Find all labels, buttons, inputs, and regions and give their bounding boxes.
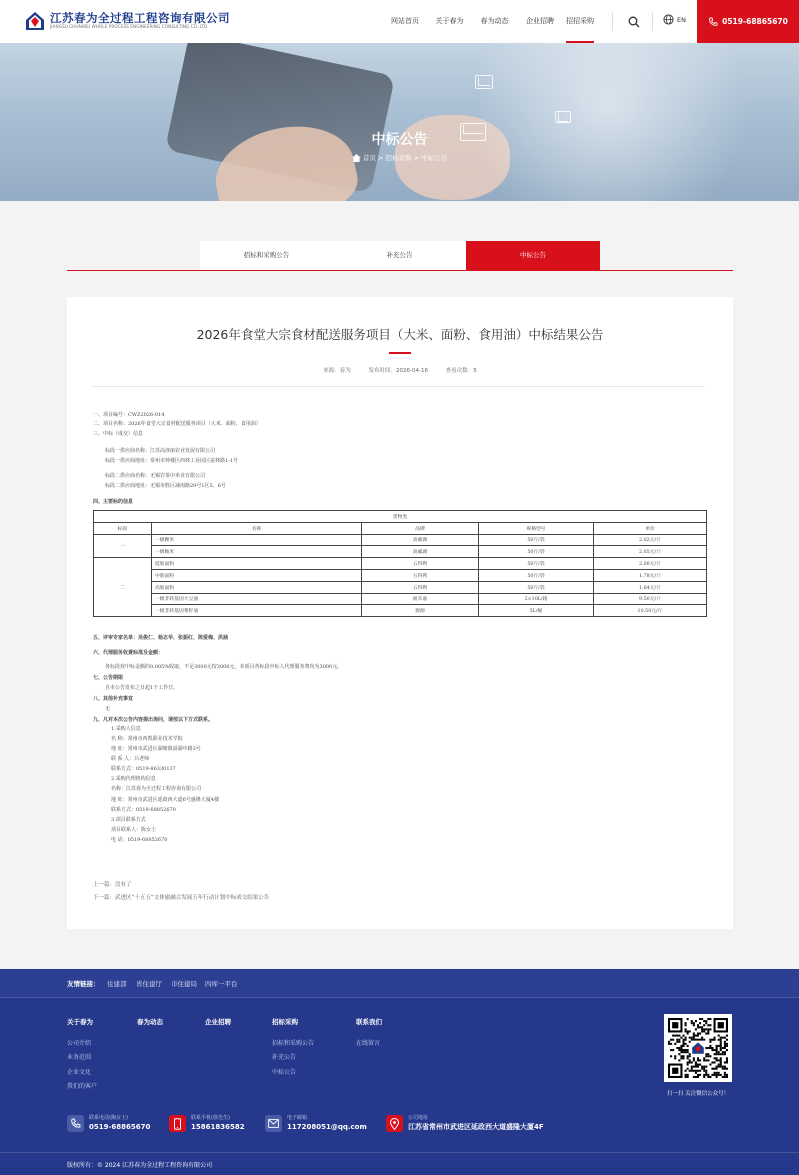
article-meta [67, 366, 733, 374]
table-cell: 50斤/袋 [479, 546, 594, 558]
table-header-cell: 规格型号 [479, 522, 594, 534]
table-cell: 50斤/袋 [479, 581, 594, 593]
table-cell: 高筋面粉 [152, 581, 362, 593]
table-cell: 一级籼米 [152, 546, 362, 558]
globe-icon [663, 14, 674, 25]
footer-col-title[interactable]: 企业招聘 [205, 1018, 231, 1026]
supplier-address: 标段二供应商地址：无锡市胜区减南路29号1区5、6号 [105, 483, 226, 489]
body-line: 各标段按中标金额的0.005%收取，不足3000元按3000元，本项目各标段中标人代理服务费均为3000元。 [105, 664, 343, 670]
table-cell: 50斤/袋 [479, 558, 594, 570]
friend-link[interactable]: 住建部 [107, 980, 127, 988]
table-cell: 一级粳米 [152, 534, 362, 546]
contact-value: 江苏省常州市武进区延政西大道盛隆大厦4F [408, 1123, 544, 1131]
contact-address[interactable] [386, 1115, 544, 1132]
qr-code-icon [668, 1018, 728, 1078]
footer-col-title[interactable]: 招标采购 [272, 1018, 298, 1026]
divider [0, 1152, 799, 1153]
table-cell: 中筋面粉 [152, 569, 362, 581]
footer-link[interactable]: 我们的客户 [67, 1083, 98, 1090]
footer-col-title[interactable]: 关于春为 [67, 1018, 93, 1026]
tab-award-announcement[interactable]: 中标公告 [466, 241, 600, 270]
table-cell: 低筋面粉 [152, 558, 362, 570]
article-title: 2026年食堂大宗食材配送服务项目（大米、面粉、食用油）中标结果公告 [196, 327, 604, 342]
contact-line: 电 话：0519-68852670 [111, 837, 168, 843]
body-line: 三、中标（成交）信息 [93, 431, 144, 437]
table-cell: 50斤/袋 [479, 534, 594, 546]
contact-phone[interactable] [67, 1115, 150, 1132]
table-cell: 2×10L/箱 [479, 593, 594, 605]
table-row [94, 581, 707, 593]
table-cell-segment: 一 [94, 534, 152, 558]
contact-line: 地 址：常州市武进区湖塘镇滆湖中路3号 [111, 746, 201, 752]
tab-supplementary[interactable]: 补充公告 [333, 241, 466, 270]
table-cell: 2.02元/斤 [594, 534, 707, 546]
mobile-icon [169, 1115, 186, 1132]
supplier-name: 标段一供应商名称：江苏高淳丽农业发展有限公司 [105, 448, 216, 454]
footer-link[interactable]: 业务范围 [67, 1054, 92, 1061]
logo-company-name-en: JIANGSU CHUNWEI WHOLE PROCESS ENGINEERING CONSULTING CO.,LTD [50, 24, 208, 30]
footer-col-title[interactable]: 春为动态 [137, 1018, 163, 1026]
contact-label: 联系电话(陶女士) [89, 1115, 128, 1121]
site-footer [0, 969, 799, 1175]
contact-mobile[interactable] [169, 1115, 245, 1132]
table-cell: 50斤/袋 [479, 569, 594, 581]
contact-line: 联 系 人：吕老师 [111, 756, 150, 762]
table-cell: 源源 [362, 605, 479, 617]
phone-icon [708, 17, 718, 27]
table-row [94, 546, 707, 558]
location-pin-icon [386, 1115, 403, 1132]
footer-link[interactable]: 补充公告 [272, 1054, 297, 1061]
home-icon [352, 154, 361, 162]
article-date: 发布时间：2026-04-16 [368, 368, 428, 374]
prev-article-link[interactable]: 上一篇：没有了 [93, 882, 132, 888]
header-phone[interactable] [697, 0, 799, 43]
table-row [94, 569, 707, 581]
contact-line: 2.采购代理机构信息 [111, 776, 156, 782]
main-nav [383, 0, 594, 43]
article-source: 来源：春为 [323, 368, 351, 374]
wechat-qr-code [664, 1014, 732, 1082]
chart-icon [555, 111, 571, 123]
table-cell: 高邮湖 [362, 534, 479, 546]
footer-link[interactable]: 招标和采购公告 [272, 1040, 315, 1047]
contact-line: 1.采购人信息 [111, 726, 141, 732]
article-views: 查看次数：5 [445, 368, 477, 374]
qr-caption: 扫一扫 关注微信公众号！ [666, 1091, 730, 1097]
table-row [94, 605, 707, 617]
nav-about[interactable]: 关于春为 [435, 17, 464, 25]
logo[interactable] [24, 10, 230, 32]
table-cell-segment: 二 [94, 558, 152, 617]
contact-label: 电子邮箱 [287, 1115, 308, 1121]
contact-line: 地 址：常州市武进区延政西大道6号盛隆大厦4楼 [111, 797, 219, 803]
table-cell: 福禾嘉 [362, 593, 479, 605]
table-cell: 10.50元/斤 [594, 605, 707, 617]
body-line: 二、项目名称：2026年食堂大宗食材配送服务项目（大米、面粉、食用油） [93, 421, 261, 427]
language-switch[interactable] [663, 14, 686, 25]
footer-link[interactable]: 公司介绍 [67, 1040, 92, 1047]
body-line: 自本公告发布之日起1个工作日。 [105, 685, 179, 691]
table-cell: 2.00元/斤 [594, 558, 707, 570]
breadcrumb-home[interactable]: 首页 [362, 154, 376, 162]
mail-icon [265, 1115, 282, 1132]
footer-link[interactable]: 企业文化 [67, 1069, 92, 1076]
section-heading: 四、主要标的信息 [93, 499, 134, 505]
friend-link[interactable]: 市住建局 [171, 980, 197, 988]
contact-line: 项目联系人：陈女士 [111, 827, 157, 833]
section-heading: 五、评审专家名单：吴俊仁、杨志华、张振红、陈爱梅、洪涵 [93, 635, 229, 641]
table-cell: 五得利 [362, 581, 479, 593]
telephone-icon [67, 1115, 84, 1132]
body-line: 无 [105, 706, 111, 712]
banner-glow [480, 43, 799, 201]
breadcrumb [0, 153, 799, 162]
tab-bidding-announcement[interactable]: 招标和采购公告 [200, 241, 333, 270]
category-tabs [67, 241, 733, 271]
table-header-cell: 单价 [594, 522, 707, 534]
contact-line: 联系方式：0519-86330137 [111, 766, 176, 772]
contact-line: 联系方式：0519-68852670 [111, 807, 176, 813]
contact-line: 名称：江苏春为全过程工程咨询有限公司 [111, 786, 202, 792]
supplier-address: 标段一供应商地址：常州市钟楼区西林工业园区富林路1-1号 [105, 458, 239, 464]
table-header-cell: 品牌 [362, 522, 479, 534]
contact-label: 联系手机(徐先生) [191, 1115, 230, 1121]
window-icon [475, 75, 493, 89]
table-caption: 货物类 [94, 511, 707, 523]
footer-link[interactable]: 中标公告 [272, 1069, 297, 1076]
contact-label: 公司地址 [408, 1115, 429, 1121]
divider [91, 386, 705, 387]
table-cell: 一级非转基因菜籽油 [152, 605, 362, 617]
contact-line: 3.项目联系方式 [111, 817, 146, 823]
header-phone-number: 0519-68865670 [722, 17, 788, 26]
article [67, 297, 733, 929]
award-table [93, 510, 707, 617]
site-header [0, 0, 799, 43]
table-cell: 1.64元/斤 [594, 581, 707, 593]
contact-email[interactable] [265, 1115, 367, 1132]
table-cell: 9.50元/斤 [594, 593, 707, 605]
friend-links-label: 友情链接： [67, 980, 100, 988]
contact-value: 15861836582 [191, 1123, 245, 1131]
banner-title: 中标公告 [371, 132, 428, 148]
footer-col-title[interactable]: 联系我们 [356, 1018, 382, 1026]
table-header [94, 522, 707, 534]
friend-link[interactable]: 省住建厅 [136, 980, 162, 988]
table-cell: 高邮湖 [362, 546, 479, 558]
nav-home[interactable]: 网站首页 [391, 17, 419, 25]
section-heading: 八、其他补充事宜 [93, 696, 134, 702]
nav-procurement[interactable]: 招招采购 [566, 0, 594, 43]
nav-news[interactable]: 春为动态 [480, 17, 509, 25]
contact-value: 117208051@qq.com [287, 1123, 367, 1131]
copyright: 版权所有：© 2024 江苏春为全过程工程咨询有限公司 [67, 1162, 213, 1169]
table-cell: 1.78元/斤 [594, 569, 707, 581]
table-cell: 五得利 [362, 558, 479, 570]
page-banner [0, 43, 799, 201]
language-label: EN [677, 15, 686, 24]
section-heading: 六、代理服务收费标准及金额： [93, 650, 164, 656]
table-row [94, 593, 707, 605]
contact-value: 0519-68865670 [89, 1123, 151, 1131]
table-cell: 一级非转基因大豆油 [152, 593, 362, 605]
next-article-link[interactable]: 下一篇：武进区“十五五”文体旅融合发展五年行动计划中标成交结果公告 [93, 895, 270, 901]
breadcrumb-path: > 招标采购 > 中标公告 [375, 154, 448, 162]
title-underline [389, 352, 411, 354]
logo-mark-icon [24, 10, 46, 32]
table-row [94, 534, 707, 546]
divider [652, 12, 653, 31]
supplier-name: 标段二供应商名称：无锡岩茶中米业有限公司 [105, 473, 206, 479]
table-header-cell: 名称 [152, 522, 362, 534]
logo-company-name: 江苏春为全过程工程咨询有限公司 [50, 10, 230, 25]
table-row [94, 558, 707, 570]
nav-careers[interactable]: 企业招聘 [526, 17, 554, 25]
table-cell: 五得利 [362, 569, 479, 581]
friend-link[interactable]: 四库一平台 [205, 980, 238, 988]
body-line: 一、项目编号：CWZ2026-014 [93, 412, 165, 418]
friend-links [0, 969, 799, 998]
table-cell: 5L/桶 [479, 605, 594, 617]
footer-link[interactable]: 在线留言 [356, 1040, 381, 1047]
table-cell: 2.05元/斤 [594, 546, 707, 558]
section-heading: 九、凡对本次公告内容提出询问，请按以下方式联系。 [93, 717, 214, 723]
divider [612, 12, 613, 31]
table-header-cell: 标段 [94, 522, 152, 534]
contact-line: 名 称：常州市西凯职业技术学院 [111, 736, 183, 742]
search-icon[interactable] [628, 16, 640, 28]
section-heading: 七、公告期限 [93, 675, 124, 681]
